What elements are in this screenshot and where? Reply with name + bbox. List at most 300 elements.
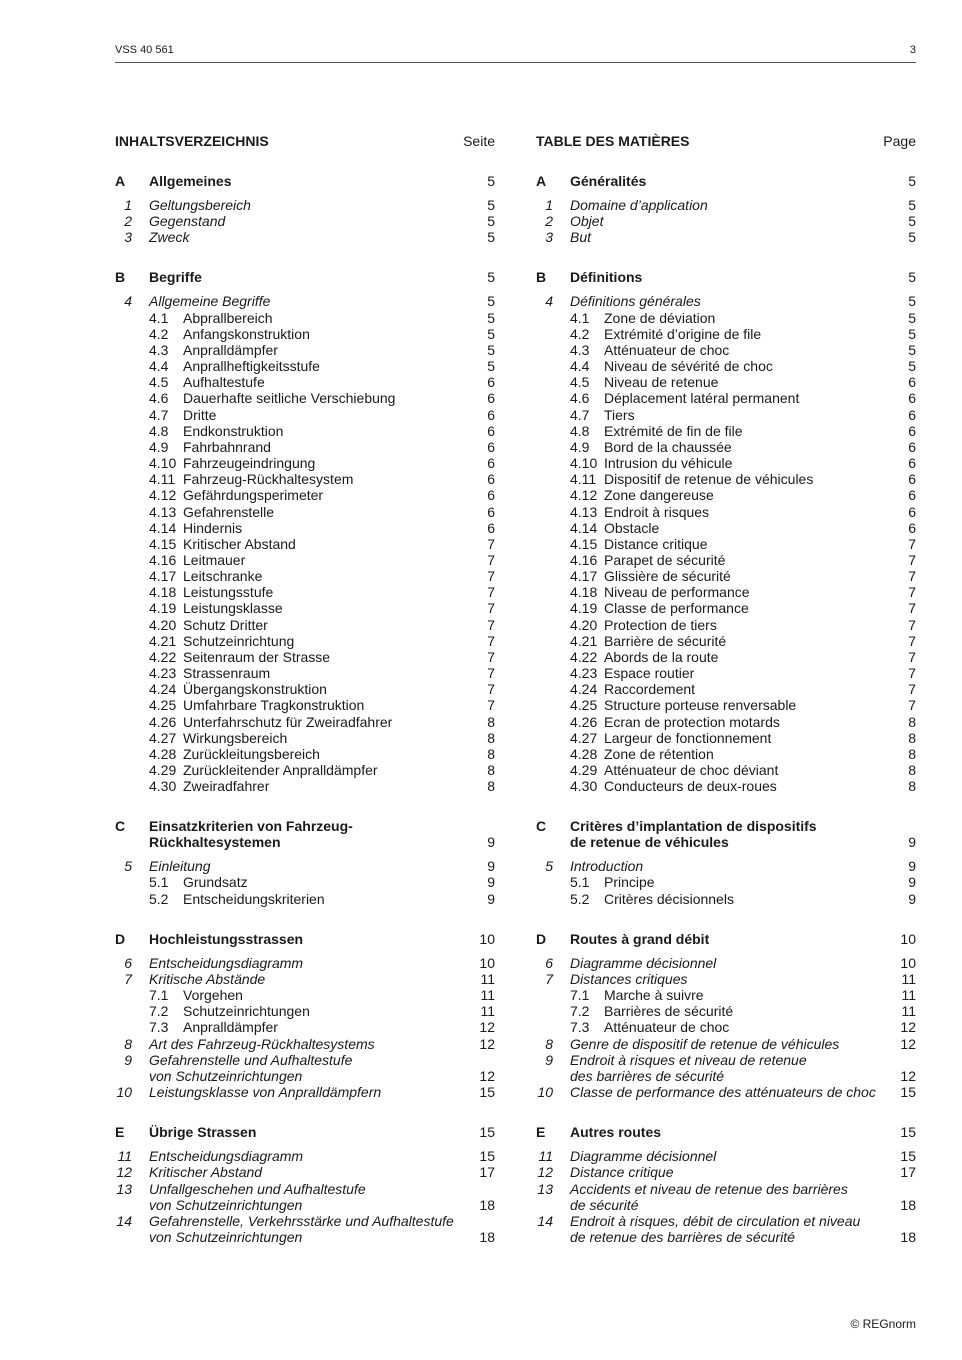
entry-page: 11	[480, 987, 495, 1004]
toc-subentry[interactable]	[115, 1019, 495, 1035]
entry-title-line: des barrières de sécurité	[570, 1067, 725, 1084]
toc-subentry[interactable]	[115, 342, 495, 358]
entry-page: 6	[487, 390, 495, 407]
entry-number: 4.18	[149, 584, 177, 601]
entry-title-line: Entscheidungsdiagramm	[149, 954, 304, 971]
entry-page: 8	[487, 778, 495, 795]
section-heading[interactable]	[115, 931, 495, 947]
entry-title	[570, 293, 916, 309]
entry-title	[183, 874, 495, 890]
entry-title	[604, 874, 916, 890]
entry-page: 7	[487, 648, 495, 665]
entry-title	[570, 197, 916, 213]
toc-chapter-entry[interactable]	[536, 1164, 916, 1180]
entry-title-line: Dauerhafte seitliche Verschiebung	[183, 390, 396, 407]
toc-subentry[interactable]	[536, 487, 916, 503]
toc-subentry[interactable]	[115, 552, 495, 568]
entry-title	[570, 1213, 916, 1245]
toc-subentry[interactable]	[115, 617, 495, 633]
entry-page: 6	[487, 455, 495, 472]
toc-subentry[interactable]	[536, 874, 916, 890]
toc-subentry[interactable]	[115, 778, 495, 794]
section-title	[149, 818, 495, 850]
section-letter: E	[115, 1124, 125, 1141]
toc-chapter-entry[interactable]	[536, 1084, 916, 1100]
entry-title	[149, 971, 495, 987]
entry-page: 8	[908, 713, 916, 730]
entry-title-line: Kritischer Abstand	[149, 1164, 263, 1181]
toc-subentry[interactable]	[536, 600, 916, 616]
entry-page: 6	[908, 374, 916, 391]
section-heading[interactable]	[115, 1124, 495, 1140]
toc-chapter-entry[interactable]	[536, 1036, 916, 1052]
entry-page: 5	[908, 197, 916, 213]
entry-title	[604, 423, 916, 439]
toc-chapter-entry[interactable]	[536, 955, 916, 971]
entry-number: 5	[545, 858, 553, 875]
entry-title	[604, 310, 916, 326]
entry-number: 4.28	[149, 745, 177, 762]
entry-title	[183, 584, 495, 600]
entry-title	[149, 229, 495, 245]
entry-title	[183, 649, 495, 665]
toc-chapter-entry[interactable]	[536, 1213, 916, 1245]
entry-number: 4.11	[149, 471, 176, 488]
entry-title	[570, 1181, 916, 1213]
entry-page: 12	[900, 1067, 916, 1084]
section-page: 10	[479, 930, 495, 947]
entry-number: 4.5	[149, 374, 169, 391]
copyright-footer: © REGnorm	[850, 1317, 916, 1331]
entry-number: 9	[545, 1051, 553, 1068]
entry-page: 18	[479, 1196, 495, 1213]
entry-title-line: Niveau de sévérité de choc	[604, 358, 773, 375]
toc-title: INHALTSVERZEICHNIS	[115, 133, 269, 149]
toc-subentry[interactable]	[536, 326, 916, 342]
entry-number: 4.4	[570, 358, 590, 375]
entry-title-line: Aufhaltestufe	[183, 374, 265, 391]
toc-subentry[interactable]	[115, 374, 495, 390]
entry-title	[604, 342, 916, 358]
entry-page: 5	[908, 229, 916, 246]
entry-page: 7	[487, 584, 495, 601]
toc-subentry[interactable]	[536, 584, 916, 600]
entry-page: 6	[487, 503, 495, 520]
entry-page: 5	[487, 341, 495, 358]
section-title-line: de retenue de véhicules	[570, 834, 729, 851]
entry-number: 7	[545, 970, 553, 987]
entry-page: 7	[908, 632, 916, 649]
section-title-line: Routes à grand débit	[570, 930, 710, 947]
entry-number: 4.28	[570, 745, 598, 762]
entry-number: 4.7	[570, 406, 590, 423]
entry-page: 5	[908, 213, 916, 230]
toc-subentry[interactable]	[115, 633, 495, 649]
toc-subentry[interactable]	[536, 681, 916, 697]
entry-number: 6	[124, 954, 132, 971]
section-heading[interactable]	[536, 269, 916, 285]
toc-chapter-entry[interactable]	[115, 1181, 495, 1213]
toc-subentry[interactable]	[536, 617, 916, 633]
entry-number: 4.27	[149, 729, 177, 746]
entry-page: 11	[901, 987, 916, 1004]
entry-title-line: Allgemeine Begriffe	[149, 293, 271, 310]
toc-subentry[interactable]	[536, 762, 916, 778]
toc-subentry[interactable]	[536, 374, 916, 390]
toc-subentry[interactable]	[115, 310, 495, 326]
toc-subentry[interactable]	[536, 891, 916, 907]
entry-title	[149, 1164, 495, 1180]
section-title-line: Begriffe	[149, 269, 202, 286]
entry-title-line: Domaine d’application	[570, 197, 708, 213]
toc-subentry[interactable]	[115, 730, 495, 746]
entry-number: 3	[124, 229, 132, 246]
entry-page: 9	[908, 858, 916, 875]
entry-number: 7.3	[149, 1019, 169, 1036]
toc-chapter-entry[interactable]	[536, 197, 916, 213]
entry-title-line: Intrusion du véhicule	[604, 455, 733, 472]
entry-title	[604, 891, 916, 907]
toc-subentry[interactable]	[115, 504, 495, 520]
toc-subentry[interactable]	[536, 730, 916, 746]
toc-subentry[interactable]	[115, 600, 495, 616]
entry-title	[570, 1164, 916, 1180]
toc-subentry[interactable]	[115, 390, 495, 406]
toc-chapter-entry[interactable]	[536, 1181, 916, 1213]
entry-page: 7	[487, 665, 495, 682]
section-title-line: Übrige Strassen	[149, 1124, 257, 1141]
section-title-line: Rückhaltesystemen	[149, 834, 281, 851]
entry-number: 4.13	[570, 503, 598, 520]
entry-title-line: Entscheidungskriterien	[183, 890, 325, 907]
entry-title-line: Fahrbahnrand	[183, 438, 271, 455]
toc-subentry[interactable]	[115, 358, 495, 374]
toc-chapter-entry[interactable]	[115, 971, 495, 987]
toc-subentry[interactable]	[536, 714, 916, 730]
section-heading[interactable]	[115, 173, 495, 189]
entry-title	[149, 955, 495, 971]
entry-title	[183, 439, 495, 455]
entry-page: 7	[908, 600, 916, 617]
entry-title-line: Genre de dispositif de retenue de véhicules	[570, 1035, 840, 1052]
entry-number: 4.30	[570, 778, 598, 795]
entry-title-line: Gefahrenstelle, Verkehrsstärke und Aufhaltestufe	[149, 1212, 454, 1229]
entry-number: 5	[124, 858, 132, 875]
entry-number: 4.18	[570, 584, 598, 601]
entry-title	[183, 987, 495, 1003]
section-title-line: Autres routes	[570, 1124, 662, 1141]
toc-chapter-entry[interactable]	[536, 1052, 916, 1084]
entry-page: 11	[901, 1003, 916, 1020]
section-heading[interactable]	[536, 173, 916, 189]
entry-number: 4.8	[149, 422, 169, 439]
entry-number: 4.29	[570, 762, 598, 778]
entry-title	[570, 858, 916, 874]
toc-subentry[interactable]	[536, 1003, 916, 1019]
toc-subentry[interactable]	[536, 778, 916, 794]
section-heading[interactable]	[536, 931, 916, 947]
entry-title	[183, 552, 495, 568]
entry-title-line: Introduction	[570, 858, 644, 875]
section-heading[interactable]	[536, 818, 916, 850]
toc-subentry[interactable]	[536, 568, 916, 584]
toc-subentry[interactable]	[536, 407, 916, 423]
toc-chapter-entry[interactable]	[115, 1036, 495, 1052]
entry-title-line: Grundsatz	[183, 874, 248, 891]
toc-chapter-entry[interactable]	[115, 1213, 495, 1245]
toc-subentry[interactable]	[115, 681, 495, 697]
entry-title-line: Déplacement latéral permanent	[604, 390, 800, 407]
entry-number: 4.22	[570, 648, 598, 665]
toc-chapter-entry[interactable]	[115, 229, 495, 245]
toc-subentry[interactable]	[115, 471, 495, 487]
entry-title-line: Schutzeinrichtung	[183, 632, 295, 649]
section-letter: A	[536, 173, 547, 189]
toc-subentry[interactable]	[115, 714, 495, 730]
toc-subentry[interactable]	[536, 633, 916, 649]
entry-title	[183, 714, 495, 730]
entry-title	[183, 891, 495, 907]
entry-title-line: Extrémité de fin de file	[604, 422, 743, 439]
toc-heading	[536, 133, 916, 153]
toc-subentry[interactable]	[115, 584, 495, 600]
entry-title	[604, 568, 916, 584]
entry-number: 5.1	[570, 874, 590, 891]
entry-page: 5	[908, 325, 916, 342]
entry-page: 18	[900, 1228, 916, 1245]
toc-subentry[interactable]	[536, 697, 916, 713]
entry-number: 4.24	[149, 681, 177, 698]
toc-subentry[interactable]	[536, 390, 916, 406]
toc-subentry[interactable]	[115, 891, 495, 907]
toc-chapter-entry[interactable]	[536, 213, 916, 229]
entry-title	[183, 762, 495, 778]
toc-chapter-entry[interactable]	[115, 858, 495, 874]
section-title-line: Définitions	[570, 269, 643, 286]
toc-subentry[interactable]	[115, 455, 495, 471]
toc-subentry[interactable]	[115, 987, 495, 1003]
entry-number: 4	[545, 293, 553, 310]
entry-title	[604, 600, 916, 616]
entry-page: 5	[908, 309, 916, 326]
toc-subentry[interactable]	[115, 536, 495, 552]
toc-subentry[interactable]	[115, 746, 495, 762]
toc-subentry[interactable]	[536, 665, 916, 681]
toc-chapter-entry[interactable]	[536, 971, 916, 987]
entry-page: 6	[908, 519, 916, 536]
entry-title	[604, 714, 916, 730]
entry-page: 15	[900, 1084, 916, 1101]
toc-subentry[interactable]	[115, 407, 495, 423]
section-title-line: Einsatzkriterien von Fahrzeug-	[149, 818, 353, 835]
section-title	[149, 269, 495, 285]
entry-title	[149, 293, 495, 309]
entry-title	[604, 633, 916, 649]
toc-subentry[interactable]	[536, 504, 916, 520]
toc-chapter-entry[interactable]	[115, 1148, 495, 1164]
toc-subentry[interactable]	[115, 649, 495, 665]
toc-subentry[interactable]	[536, 358, 916, 374]
entry-number: 4.4	[149, 358, 169, 375]
entry-number: 7.1	[570, 987, 590, 1004]
entry-title-line: Zone de déviation	[604, 309, 716, 326]
toc-subentry[interactable]	[115, 423, 495, 439]
entry-title	[183, 471, 495, 487]
toc-subentry[interactable]	[115, 665, 495, 681]
entry-page: 6	[908, 455, 916, 472]
entry-title-line: Espace routier	[604, 665, 695, 682]
entry-number: 7.1	[149, 987, 169, 1004]
section-title	[570, 1124, 916, 1140]
entry-title	[570, 1084, 916, 1100]
entry-page: 18	[479, 1228, 495, 1245]
entry-page: 7	[908, 681, 916, 698]
section-letter: C	[115, 818, 126, 835]
toc-section	[115, 1124, 495, 1245]
entry-title-line: Leitmauer	[183, 551, 246, 568]
section-heading[interactable]	[115, 818, 495, 850]
entry-title	[604, 987, 916, 1003]
entry-page: 12	[900, 1019, 916, 1036]
toc-subentry[interactable]	[536, 649, 916, 665]
toc-subentry[interactable]	[536, 987, 916, 1003]
entry-title	[183, 1019, 495, 1035]
entry-title	[183, 665, 495, 681]
entry-title-line: Zweck	[149, 229, 190, 246]
entry-title	[183, 504, 495, 520]
entry-title	[604, 746, 916, 762]
toc-chapter-entry[interactable]	[115, 1084, 495, 1100]
entry-number: 10	[116, 1084, 132, 1101]
toc-chapter-entry[interactable]	[115, 197, 495, 213]
toc-chapter-entry[interactable]	[115, 213, 495, 229]
entry-title	[604, 374, 916, 390]
entry-page: 6	[908, 438, 916, 455]
toc-subentry[interactable]	[536, 520, 916, 536]
entry-title-line: de sécurité	[570, 1196, 639, 1213]
entry-title	[604, 697, 916, 713]
entry-title-line: Distance critique	[570, 1164, 674, 1181]
toc-subentry[interactable]	[536, 746, 916, 762]
toc-subentry[interactable]	[536, 455, 916, 471]
toc-chapter-entry[interactable]	[536, 229, 916, 245]
entry-title-line: Glissière de sécurité	[604, 568, 731, 585]
entry-page: 6	[908, 503, 916, 520]
entry-title-line: But	[570, 229, 592, 246]
toc-section	[536, 818, 916, 906]
toc-chapter-entry[interactable]	[115, 293, 495, 309]
toc-subentry[interactable]	[115, 520, 495, 536]
toc-chapter-entry[interactable]	[536, 293, 916, 309]
entry-number: 4.8	[570, 422, 590, 439]
toc-subentry[interactable]	[536, 471, 916, 487]
toc-subentry[interactable]	[536, 342, 916, 358]
section-title	[570, 931, 916, 947]
section-heading[interactable]	[115, 269, 495, 285]
entry-number: 4.2	[570, 325, 590, 342]
section-page: 5	[487, 173, 495, 189]
section-page: 15	[479, 1124, 495, 1141]
entry-title-line: Définitions générales	[570, 293, 701, 310]
toc-chapter-entry[interactable]	[115, 955, 495, 971]
entry-title	[149, 1213, 495, 1245]
entry-number: 11	[538, 1148, 553, 1165]
entry-title	[604, 520, 916, 536]
toc-chapter-entry[interactable]	[536, 1148, 916, 1164]
entry-title-line: Atténuateur de choc déviant	[604, 762, 779, 778]
entry-number: 4.6	[570, 390, 590, 407]
entry-title-line: Atténuateur de choc	[604, 341, 730, 358]
toc-subentry[interactable]	[115, 762, 495, 778]
section-letter: C	[536, 818, 547, 835]
toc-subentry[interactable]	[115, 1003, 495, 1019]
entry-page: 7	[487, 600, 495, 617]
toc-subentry[interactable]	[536, 552, 916, 568]
section-page: 5	[908, 173, 916, 189]
entry-number: 4.29	[149, 762, 177, 778]
toc-subentry[interactable]	[536, 1019, 916, 1035]
entry-title-line: Abords de la route	[604, 648, 719, 665]
toc-chapter-entry[interactable]	[115, 1052, 495, 1084]
toc-subentry[interactable]	[115, 874, 495, 890]
entry-title-line: Kritische Abstände	[149, 970, 266, 987]
entry-page: 7	[908, 665, 916, 682]
toc-subentry[interactable]	[115, 439, 495, 455]
toc-subentry[interactable]	[115, 568, 495, 584]
entry-title	[570, 229, 916, 245]
toc-subentry[interactable]	[115, 326, 495, 342]
section-title	[570, 818, 916, 850]
toc-subentry[interactable]	[536, 439, 916, 455]
entry-title-line: Entscheidungsdiagramm	[149, 1148, 304, 1165]
toc-section	[115, 818, 495, 906]
entry-title-line: Strassenraum	[183, 665, 271, 682]
entry-number: 4.13	[149, 503, 177, 520]
toc-sections	[536, 173, 916, 1245]
entry-number: 4.26	[570, 713, 598, 730]
entry-page: 9	[487, 874, 495, 891]
entry-page: 6	[487, 487, 495, 504]
toc-subentry[interactable]	[536, 310, 916, 326]
entry-title	[604, 358, 916, 374]
entry-number: 4.12	[570, 487, 598, 504]
toc-chapter-entry[interactable]	[536, 858, 916, 874]
toc-title: TABLE DES MATIÈRES	[536, 133, 690, 149]
entry-title-line: Extrémité d’origine de file	[604, 325, 762, 342]
entry-title	[604, 778, 916, 794]
entry-page: 15	[479, 1084, 495, 1101]
entry-title-line: von Schutzeinrichtungen	[149, 1228, 303, 1245]
toc-subentry[interactable]	[536, 536, 916, 552]
section-letter: D	[115, 930, 126, 947]
toc-subentry[interactable]	[115, 697, 495, 713]
toc-subentry[interactable]	[536, 423, 916, 439]
toc-section	[115, 173, 495, 245]
entry-title-line: Distances critiques	[570, 970, 688, 987]
entry-title-line: Parapet de sécurité	[604, 551, 726, 568]
entry-number: 4.12	[149, 487, 177, 504]
entry-page: 9	[487, 858, 495, 875]
toc-chapter-entry[interactable]	[115, 1164, 495, 1180]
entry-number: 4.27	[570, 729, 598, 746]
toc-subentry[interactable]	[115, 487, 495, 503]
entry-page: 5	[487, 213, 495, 230]
entry-page: 8	[487, 713, 495, 730]
section-heading[interactable]	[536, 1124, 916, 1140]
entry-title	[604, 504, 916, 520]
entry-title-line: Barrières de sécurité	[604, 1003, 734, 1020]
entry-title-line: Ecran de protection motards	[604, 713, 780, 730]
